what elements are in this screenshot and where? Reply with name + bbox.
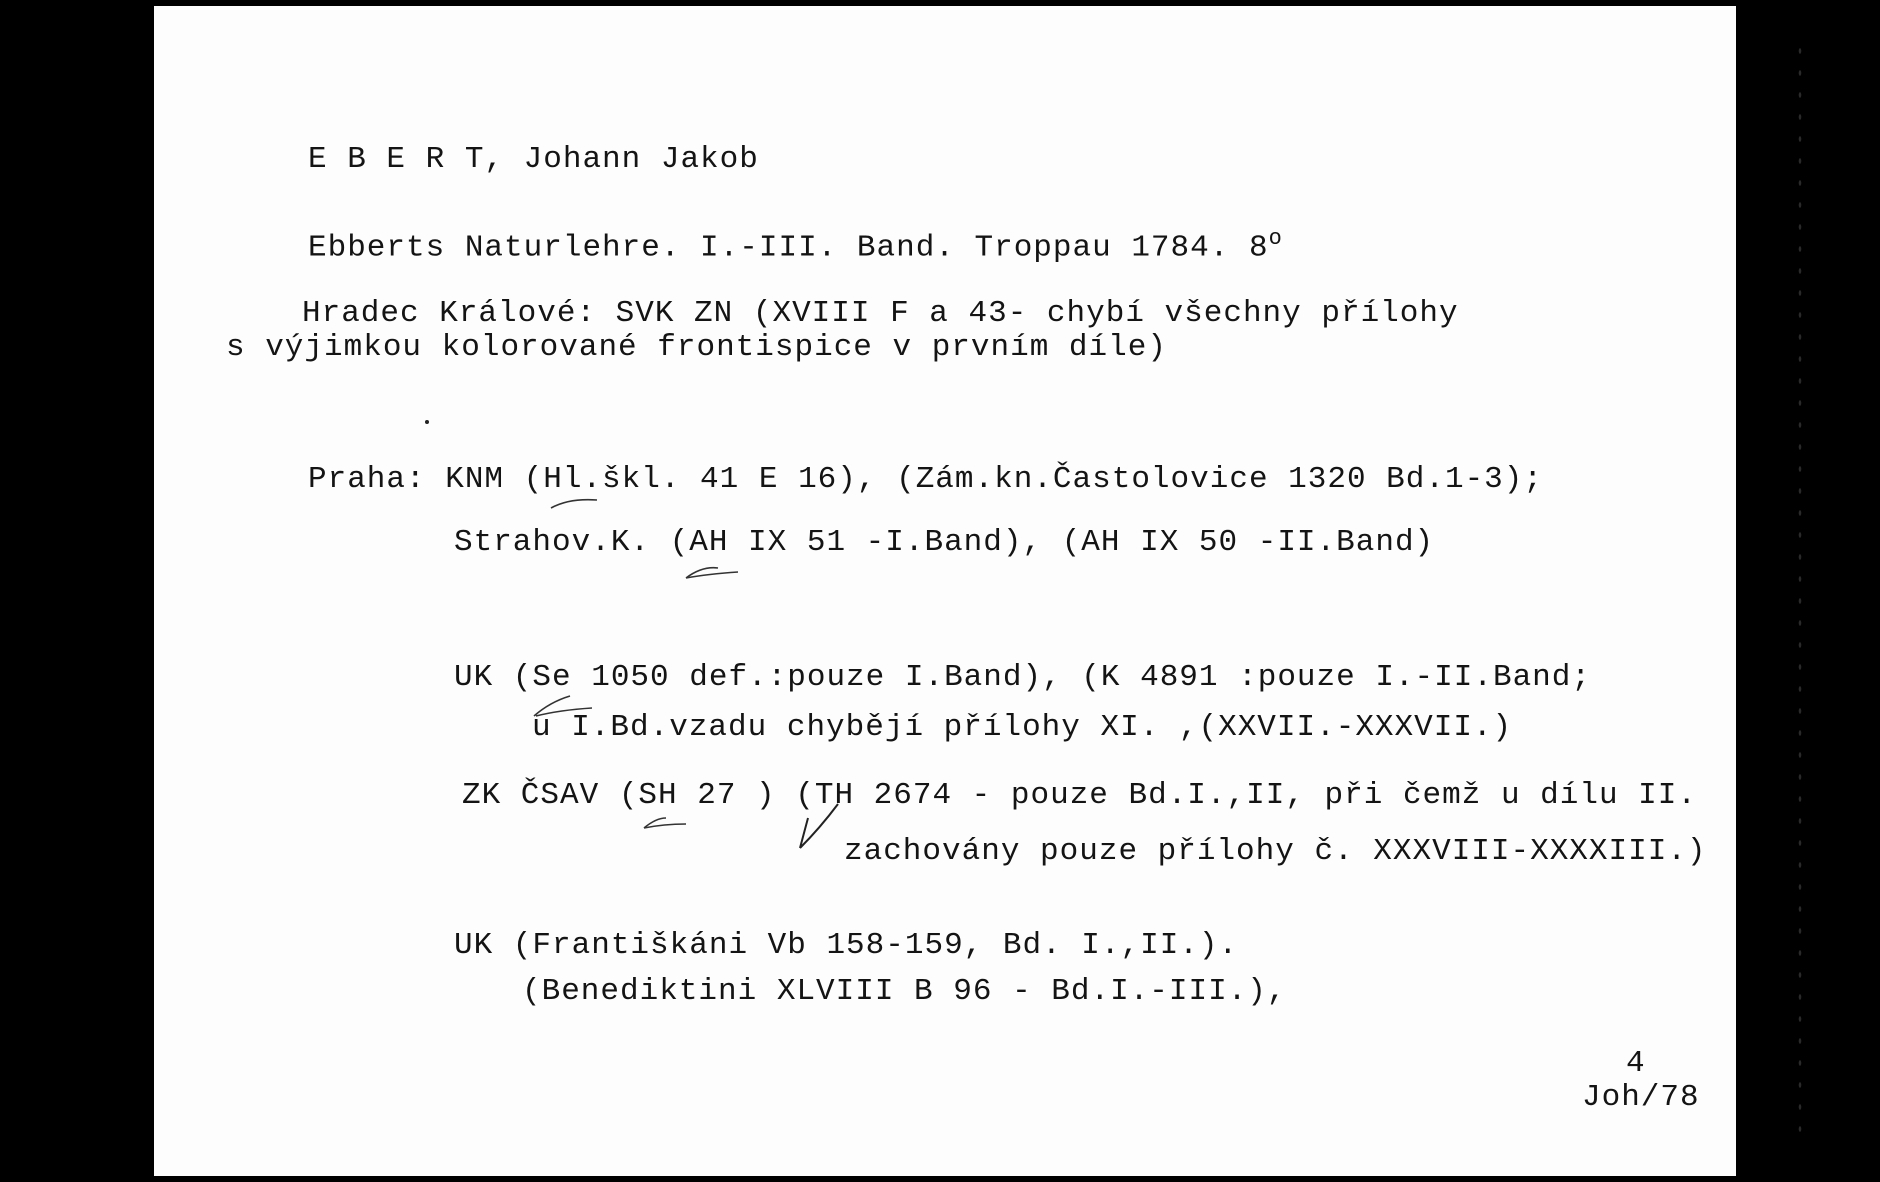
holding-zk-line1: ZK ČSAV (SH 27 ) (TH 2674 - pouze Bd.I.,II, při čemž u dílu II.	[462, 778, 1697, 813]
stray-dot	[424, 419, 430, 425]
holding-hradec-line2: s výjimkou kolorované frontispice v prvním díle)	[226, 330, 1167, 365]
format-degree: o	[1268, 226, 1283, 251]
holding-hradec-line1: Hradec Králové: SVK ZN (XVIII F a 43- chybí všechny přílohy	[302, 296, 1459, 331]
pencil-check-mark-2	[684, 562, 744, 584]
pencil-check-mark-4	[642, 812, 692, 834]
title-line	[308, 226, 1283, 265]
card-heading: E B E R T, Johann Jakob	[308, 142, 759, 177]
catalog-card	[154, 6, 1736, 1176]
title-text: Ebberts Naturlehre. I.-III. Band. Troppau 1784. 8	[308, 230, 1269, 266]
corner-code: Joh/78	[1582, 1080, 1700, 1115]
scan-edge-noise	[1795, 40, 1805, 1140]
corner-number: 4	[1626, 1046, 1646, 1081]
holding-uk-line1: UK (Se 1050 def.:pouze I.Band), (K 4891 :pouze I.-II.Band;	[454, 660, 1591, 695]
pencil-check-mark-1	[549, 494, 609, 514]
holding-zk-line2: zachovány pouze přílohy č. XXXVIII-XXXXIII.)	[844, 834, 1707, 869]
holding-uk-line2: u I.Bd.vzadu chybějí přílohy XI. ,(XXVII.-XXXVII.)	[532, 710, 1513, 745]
holding-praha-line1: Praha: KNM (Hl.škl. 41 E 16), (Zám.kn.Častolovice 1320 Bd.1-3);	[308, 462, 1543, 497]
holding-praha-line2: Strahov.K. (AH IX 51 -I.Band), (AH IX 50 -II.Band)	[454, 525, 1435, 560]
holding-uk2-line2: (Benediktini XLVIII B 96 - Bd.I.-III.),	[522, 974, 1287, 1009]
holding-uk2-line1: UK (Františkáni Vb 158-159, Bd. I.,II.).	[454, 928, 1239, 963]
